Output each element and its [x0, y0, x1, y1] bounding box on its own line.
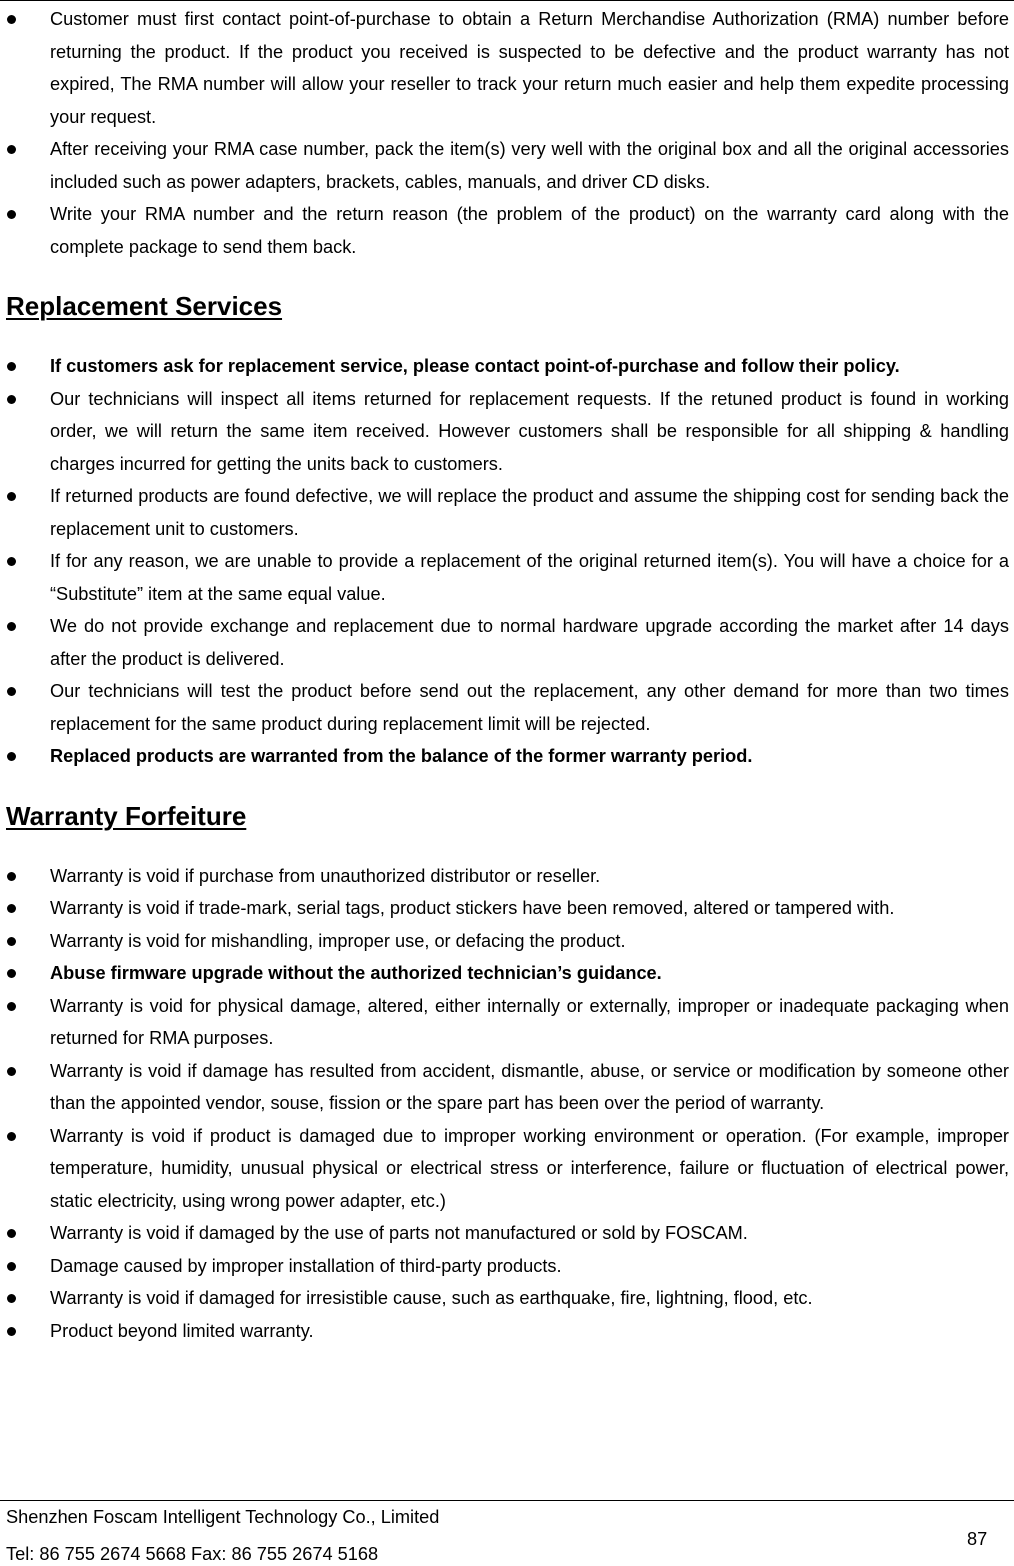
list-item	[6, 1315, 1009, 1348]
list-item-text: Product beyond limited warranty.	[50, 1320, 314, 1341]
bullet-icon	[7, 15, 16, 24]
list-item	[6, 1120, 1009, 1218]
list-item-text: We do not provide exchange and replacement due to normal hardware upgrade according the market after 14 days after the product is delivered.	[50, 616, 1009, 669]
list-item-text: Warranty is void if purchase from unauthorized distributor or reseller.	[50, 865, 601, 886]
list-item-text: After receiving your RMA case number, pack the item(s) very well with the original box and all the original accessories included such as power adapters, brackets, cables, manuals, and driver CD disks.	[50, 139, 1009, 192]
bullet-icon	[7, 1132, 16, 1141]
list-item	[6, 925, 1009, 958]
list-item	[6, 350, 1009, 383]
bullet-icon	[7, 872, 16, 881]
list-item-text: Replaced products are warranted from the balance of the former warranty period.	[50, 746, 753, 766]
page-footer	[0, 1500, 1014, 1563]
bullet-icon	[7, 904, 16, 913]
list-item	[6, 133, 1009, 198]
replacement-services-heading: Replacement Services	[6, 291, 283, 321]
list-item-text: Write your RMA number and the return reason (the problem of the product) on the warranty card along with the complete package to send them back.	[50, 204, 1009, 257]
list-item-text: Damage caused by improper installation of third-party products.	[50, 1255, 562, 1276]
list-item	[6, 3, 1009, 133]
list-item	[6, 198, 1009, 263]
bullet-icon	[7, 1294, 16, 1303]
replacement-services-list	[6, 350, 1009, 773]
list-item	[6, 610, 1009, 675]
list-item	[6, 480, 1009, 545]
list-item-text: Abuse firmware upgrade without the authorized technician’s guidance.	[50, 963, 662, 983]
list-item	[6, 957, 1009, 990]
top-rule	[0, 0, 1014, 1]
list-item-text: If returned products are found defective, we will replace the product and assume the shipping cost for sending back the replacement unit to customers.	[50, 486, 1009, 539]
list-item	[6, 1217, 1009, 1250]
list-item	[6, 892, 1009, 925]
list-item	[6, 860, 1009, 893]
list-item-text: If for any reason, we are unable to provide a replacement of the original returned item(s). You will have a choice for a “Substitute” item at the same equal value.	[50, 551, 1009, 604]
footer-contact: Tel: 86 755 2674 5668 Fax: 86 755 2674 5168	[6, 1544, 379, 1564]
bullet-icon	[7, 622, 16, 631]
bullet-icon	[7, 1262, 16, 1271]
list-item-text: Customer must first contact point-of-purchase to obtain a Return Merchandise Authorization (RMA) number before returning the product. If the product you received is suspected to be defective and the product warranty has not expired, The RMA number will allow your reseller to track your return much easier and help them expedite processing your request.	[50, 9, 1009, 127]
bullet-icon	[7, 1327, 16, 1336]
list-item-text: Our technicians will inspect all items returned for replacement requests. If the retuned product is found in working order, we will return the same item received. However customers shall be responsible for all shipping & handling charges incurred for getting the units back to customers.	[50, 388, 1009, 474]
bullet-icon	[7, 687, 16, 696]
list-item-text: If customers ask for replacement service, please contact point-of-purchase and follow their policy.	[50, 356, 900, 376]
page-content	[6, 3, 1009, 1347]
list-item-text: Warranty is void if damage has resulted from accident, dismantle, abuse, or service or modification by someone other than the appointed vendor, souse, fission or the spare part has been over the period of warranty.	[50, 1060, 1009, 1113]
list-item-text: Our technicians will test the product before send out the replacement, any other demand for more than two times replacement for the same product during replacement limit will be rejected.	[50, 681, 1009, 734]
list-item-text: Warranty is void if damaged by the use of parts not manufactured or sold by FOSCAM.	[50, 1223, 748, 1243]
bullet-icon	[7, 145, 16, 154]
warranty-forfeiture-heading: Warranty Forfeiture	[6, 800, 247, 831]
bullet-icon	[7, 1002, 16, 1011]
bullet-icon	[7, 557, 16, 566]
list-item	[6, 545, 1009, 610]
list-item-text: Warranty is void if product is damaged due to improper working environment or operation. (For example, improper temperature, humidity, unusual physical or electrical stress or interference, failure or fluctuation of electrical power, static electricity, using wrong power adapter, etc.)	[50, 1125, 1009, 1211]
bullet-icon	[7, 937, 16, 946]
list-item	[6, 675, 1009, 740]
list-item	[6, 1055, 1009, 1120]
bullet-icon	[7, 362, 16, 371]
list-item-text: Warranty is void if damaged for irresistible cause, such as earthquake, fire, lightning, flood, etc.	[50, 1288, 813, 1308]
bullet-icon	[7, 752, 16, 761]
bullet-icon	[7, 1067, 16, 1076]
rma-procedure-list	[6, 3, 1009, 263]
bullet-icon	[7, 492, 16, 501]
footer-company: Shenzhen Foscam Intelligent Technology Co., Limited	[6, 1507, 440, 1527]
bullet-icon	[7, 395, 16, 404]
list-item-text: Warranty is void for mishandling, improper use, or defacing the product.	[50, 930, 626, 951]
list-item	[6, 740, 1009, 773]
list-item	[6, 1282, 1009, 1315]
bullet-icon	[7, 1229, 16, 1238]
list-item-text: Warranty is void for physical damage, altered, either internally or externally, improper or inadequate packaging when returned for RMA purposes.	[50, 995, 1009, 1048]
list-item	[6, 383, 1009, 481]
page-number: 87	[967, 1529, 988, 1549]
list-item	[6, 990, 1009, 1055]
list-item-text: Warranty is void if trade-mark, serial tags, product stickers have been removed, altered or tampered with.	[50, 898, 895, 918]
bullet-icon	[7, 210, 16, 219]
warranty-forfeiture-list	[6, 860, 1009, 1348]
bullet-icon	[7, 969, 16, 978]
list-item	[6, 1250, 1009, 1283]
